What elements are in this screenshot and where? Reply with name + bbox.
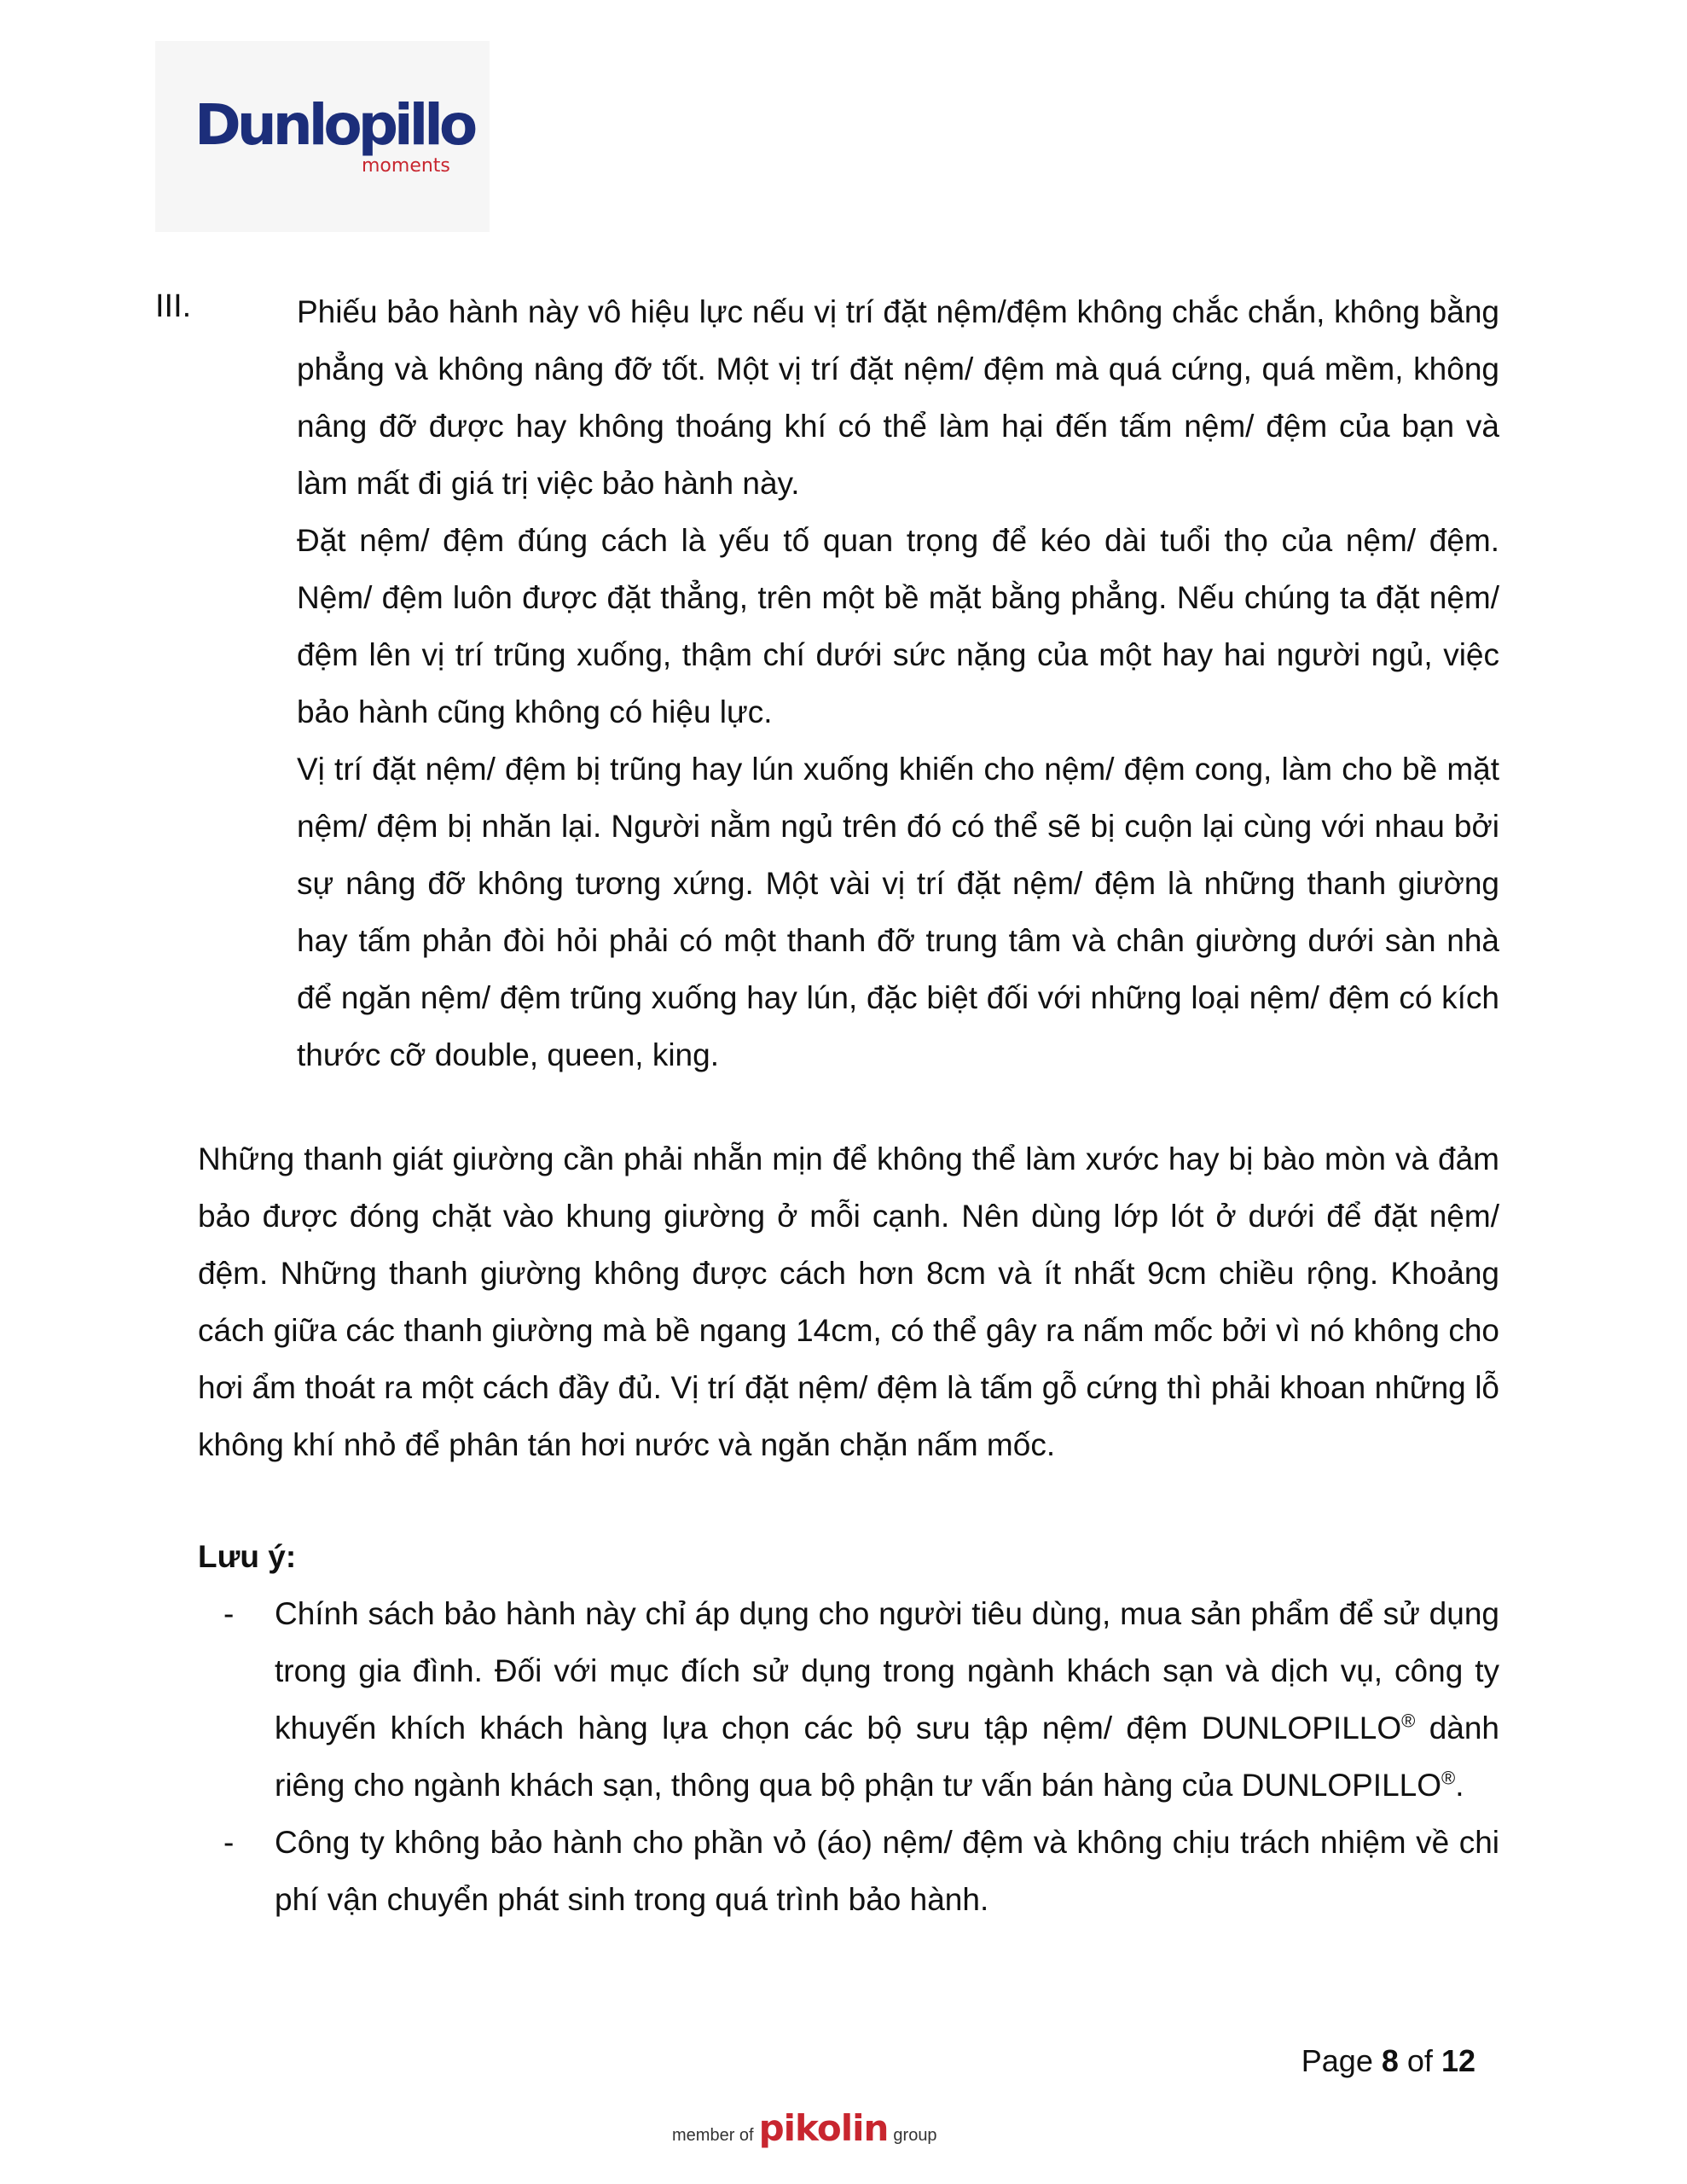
list-item: [198, 1585, 1499, 1814]
note-text: Công ty không bảo hành cho phần vỏ (áo) nệm/ đệm và không chịu trách nhiệm về chi phí vận chuyển phát sinh trong quá trình bảo hành.: [275, 1825, 1499, 1917]
notes-title: Lưu ý:: [198, 1539, 297, 1574]
body-paragraph: Những thanh giát giường cần phải nhẵn mịn để không thể làm xước hay bị bào mòn và đảm bảo được đóng chặt vào khung giường ở mỗi cạnh. Nên dùng lớp lót ở dưới để đặt nệm/ đệm. Những thanh giường không được cách hơn 8cm và ít nhất 9cm chiều rộng. Khoảng cách giữa các thanh giường mà bề ngang 14cm, có thể gây ra nấm mốc bởi vì nó không cho hơi ẩm thoát ra một cách đầy đủ. Vị trí đặt nệm/ đệm là tấm gỗ cứng thì phải khoan những lỗ không khí nhỏ để phân tán hơi nước và ngăn chặn nấm mốc.: [198, 1141, 1499, 1462]
bullet-dash: -: [223, 1596, 235, 1631]
section-paragraph: Vị trí đặt nệm/ đệm bị trũng hay lún xuống khiến cho nệm/ đệm cong, làm cho bề mặt nệm/ đệm bị nhăn lại. Người nằm ngủ trên đó có thể sẽ bị cuộn lại cùng với nhau bởi sự nâng đỡ không tương xứng. Một vài vị trí đặt nệm/ đệm là những thanh giường hay tấm phản đòi hỏi phải có một thanh đỡ trung tâm và chân giường dưới sàn nhà để ngăn nệm/ đệm trũng xuống hay lún, đặc biệt đối với những loại nệm/ đệm có kích thước cỡ double, queen, king.: [297, 752, 1499, 1072]
page-number: Page 8 of 12: [1301, 2043, 1475, 2078]
notes-list: [198, 1585, 1499, 1928]
section-iii: [155, 283, 1499, 1083]
logo: [155, 41, 490, 232]
pikolin-logo: pikolin: [758, 2107, 889, 2149]
list-item: [198, 1814, 1499, 1928]
logo-wordmark: Dunlopillo: [194, 92, 474, 158]
group-membership-logo: member of pikolin group: [672, 2107, 937, 2149]
section-paragraph: Phiếu bảo hành này vô hiệu lực nếu vị trí đặt nệm/đệm không chắc chắn, không bằng phẳng và không nâng đỡ tốt. Một vị trí đặt nệm/ đệm mà quá cứng, quá mềm, không nâng đỡ được hay không thoáng khí có thể làm hại đến tấm nệm/ đệm của bạn và làm mất đi giá trị việc bảo hành này.: [297, 294, 1499, 501]
section-paragraph: Đặt nệm/ đệm đúng cách là yếu tố quan trọng để kéo dài tuổi thọ của nệm/ đệm. Nệm/ đệm luôn được đặt thẳng, trên một bề mặt bằng phẳng. Nếu chúng ta đặt nệm/ đệm lên vị trí trũng xuống, thậm chí dưới sức nặng của một hay hai người ngủ, việc bảo hành cũng không có hiệu lực.: [297, 523, 1499, 729]
note-text: Chính sách bảo hành này chỉ áp dụng cho người tiêu dùng, mua sản phẩm để sử dụng trong gia đình. Đối với mục đích sử dụng trong ngành khách sạn và dịch vụ, công ty khuyến khích khách hàng lựa chọn các bộ sưu tập nệm/ đệm DUNLOPILLO® dành riêng cho ngành khách sạn, thông qua bộ phận tư vấn bán hàng của DUNLOPILLO®.: [275, 1596, 1499, 1803]
bullet-dash: -: [223, 1825, 235, 1860]
section-body: [297, 283, 1499, 1083]
registered-mark: ®: [1441, 1767, 1456, 1789]
logo-tagline: moments: [362, 155, 450, 177]
section-numeral: III.: [155, 288, 192, 324]
registered-mark: ®: [1401, 1710, 1416, 1732]
